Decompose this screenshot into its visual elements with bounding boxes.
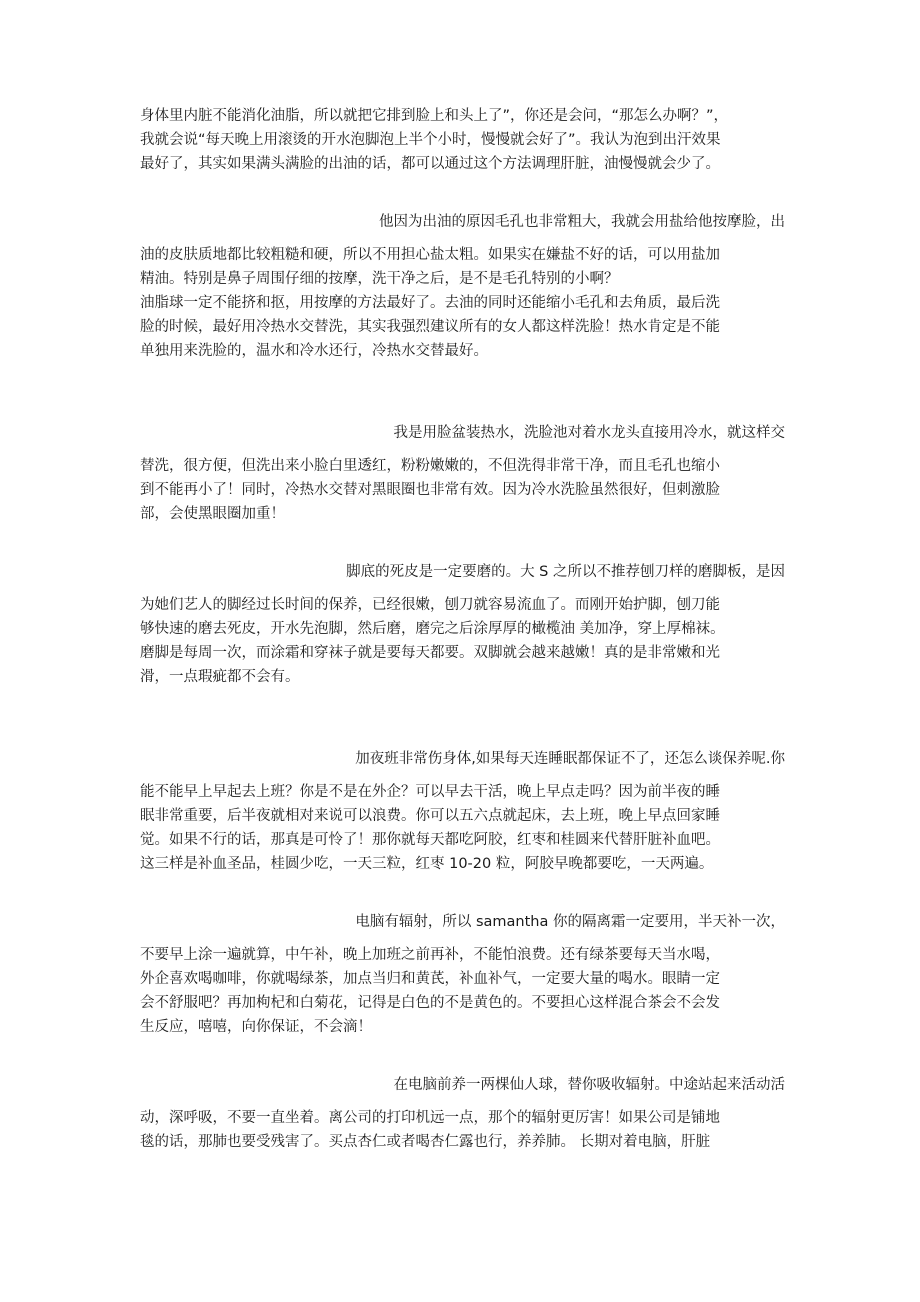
- text-line: 滑，一点瑕疵都不会有。: [140, 669, 300, 685]
- text-line: [140, 363, 785, 387]
- text-line: 部，会使黑眼圈加重！: [140, 506, 285, 522]
- paragraph-lead-line: 他因为出油的原因毛孔也非常粗大，我就会用盐给他按摩脸，出: [379, 214, 785, 230]
- text-line: 脸的时候，最好用冷热水交替洗，其实我强烈建议所有的女人都这样洗脸！热水肯定是不能: [140, 319, 720, 335]
- paragraph-6: [140, 910, 785, 1039]
- text-line: 觉。如果不行的话，那真是可怜了！那你就每天都吃阿胶，红枣和桂圆来代替肝脏补血吧。: [140, 832, 720, 848]
- text-line: 我就会说“每天晚上用滚烫的开水泡脚泡上半个小时，慢慢就会好了”。我认为泡到出汗效果: [140, 132, 721, 148]
- text-line: 会不舒服吧？再加枸杞和白菊花，记得是白色的不是黄色的。不要担心这样混合茶会不会发: [140, 995, 720, 1011]
- text-line: 到不能再小了！同时，冷热水交替对黑眼圈也非常有效。因为冷水洗脸虽然很好，但刺激脸: [140, 482, 720, 498]
- paragraph-5: [140, 747, 785, 876]
- paragraph-lead-line: 加夜班非常伤身体,如果每天连睡眠都保证不了，还怎么谈保养呢.你: [355, 751, 785, 767]
- text-line: 够快速的磨去死皮，开水先泡脚，然后磨，磨完之后涂厚厚的橄榄油 美加净，穿上厚棉袜。: [140, 621, 725, 637]
- text-line: 为她们艺人的脚经过长时间的保养，已经很嫩，刨刀就容易流血了。而刚开始护脚，刨刀能: [140, 597, 720, 613]
- text-line: 能不能早上早起去上班？你是不是在外企？可以早去干活，晚上早点走吗？因为前半夜的睡: [140, 784, 720, 800]
- text-line: 眠非常重要，后半夜就相对来说可以浪费。你可以五六点就起床，去上班，晚上早点回家睡: [140, 808, 720, 824]
- text-line: 磨脚是每周一次，而涂霜和穿袜子就是要每天都要。双脚就会越来越嫩！真的是非常嫩和光: [140, 645, 720, 661]
- paragraph-lead-line: 在电脑前养一两棵仙人球，替你吸收辐射。中途站起来活动活: [393, 1077, 785, 1093]
- paragraph-3: [140, 421, 785, 526]
- text-line: 精油。特别是鼻子周围仔细的按摩，洗干净之后，是不是毛孔特别的小啊？: [140, 271, 619, 287]
- paragraph-lead-line: 电脑有辐射，所以 samantha 你的隔离霜一定要用，半天补一次，: [355, 914, 785, 930]
- text-line: 油的皮肤质地都比较粗糙和硬，所以不用担心盐太粗。如果实在嫌盐不好的话，可以用盐加: [140, 247, 720, 263]
- paragraph-lead-line: 脚底的死皮是一定要磨的。大 S 之所以不推荐刨刀样的磨脚板，是因: [346, 564, 785, 580]
- text-line: 身体里内脏不能消化油脂，所以就把它排到脸上和头上了”，你还是会问，“那怎么办啊？”，: [140, 108, 729, 124]
- paragraph-lead-line: 我是用脸盆装热水，洗脸池对着水龙头直接用冷水，就这样交: [393, 425, 785, 441]
- text-line: 不要早上涂一遍就算，中午补，晚上加班之前再补，不能怕浪费。还有绿茶要每天当水喝，: [140, 947, 720, 963]
- text-line: 单独用来洗脸的，温水和冷水还行，冷热水交替最好。: [140, 343, 488, 359]
- text-line: 最好了，其实如果满头满脸的出油的话，都可以通过这个方法调理肝脏，油慢慢就会少了。: [140, 156, 720, 172]
- text-line: 这三样是补血圣品，桂圆少吃，一天三粒，红枣 10-20 粒，阿胶早晚都要吃，一天两遍。: [140, 856, 714, 872]
- text-line: 替洗，很方便，但洗出来小脸白里透红，粉粉嫩嫩的，不但洗得非常干净，而且毛孔也缩小: [140, 458, 720, 474]
- text-line: 生反应，嘻嘻，向你保证，不会滴！: [140, 1019, 372, 1035]
- paragraph-7: [140, 1073, 785, 1154]
- paragraph-4: [140, 560, 785, 689]
- text-line: 油脂球一定不能挤和抠，用按摩的方法最好了。去油的同时还能缩小毛孔和去角质，最后洗: [140, 295, 720, 311]
- text-line: 毯的话，那肺也要受残害了。买点杏仁或者喝杏仁露也行，养养肺。 长期对着电脑，肝脏: [140, 1134, 711, 1150]
- paragraph-1: [140, 104, 785, 176]
- text-line: 动，深呼吸，不要一直坐着。离公司的打印机远一点，那个的辐射更厉害！如果公司是铺地: [140, 1110, 720, 1126]
- paragraph-2: [140, 210, 785, 387]
- text-line: 外企喜欢喝咖啡，你就喝绿茶，加点当归和黄芪，补血补气，一定要大量的喝水。眼睛一定: [140, 971, 720, 987]
- document-body: [140, 104, 785, 1154]
